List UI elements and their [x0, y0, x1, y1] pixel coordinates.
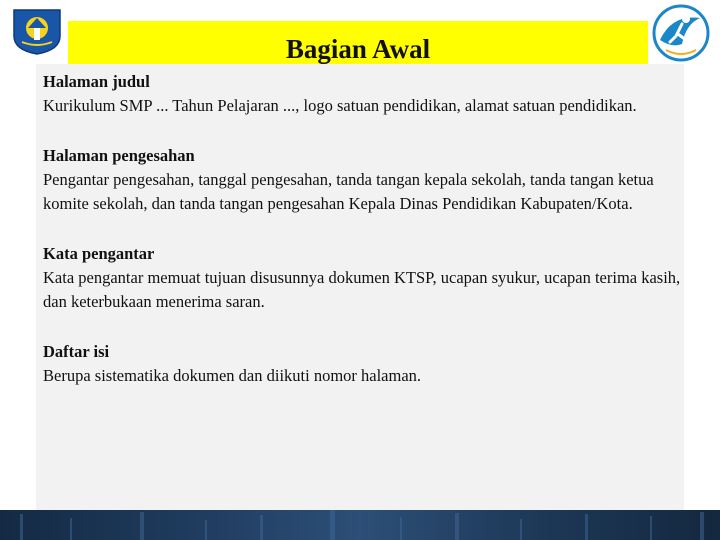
section-body: Pengantar pengesahan, tanggal pengesahan, tanda tangan kepala sekolah, tanda tangan ketua komite sekolah, dan tanda tangan pengesahan Kepala Dinas Pendidikan Kabupaten/Kota.	[43, 170, 654, 213]
decorative-bottom-band	[0, 510, 720, 540]
page-title: Bagian Awal	[285, 34, 431, 64]
section-heading: Kata pengantar	[43, 244, 155, 263]
running-figure-logo-icon	[652, 4, 710, 62]
section-daftar-isi	[43, 340, 683, 388]
section-halaman-pengesahan	[43, 144, 683, 216]
section-heading: Daftar isi	[43, 342, 110, 361]
tut-wuri-handayani-emblem-icon	[8, 6, 66, 56]
section-halaman-judul	[43, 70, 683, 118]
section-body: Berupa sistematika dokumen dan diikuti nomor halaman.	[43, 366, 422, 385]
title-bar	[68, 21, 648, 65]
section-kata-pengantar	[43, 242, 683, 314]
section-body: Kata pengantar memuat tujuan disusunnya dokumen KTSP, ucapan syukur, ucapan terima kasih, dan keterbukaan menerima saran.	[43, 268, 681, 311]
content-text	[43, 70, 683, 414]
section-heading: Halaman pengesahan	[43, 146, 195, 165]
section-heading: Halaman judul	[43, 72, 150, 91]
section-body: Kurikulum SMP ... Tahun Pelajaran ..., logo satuan pendidikan, alamat satuan pendidikan.	[43, 96, 637, 115]
